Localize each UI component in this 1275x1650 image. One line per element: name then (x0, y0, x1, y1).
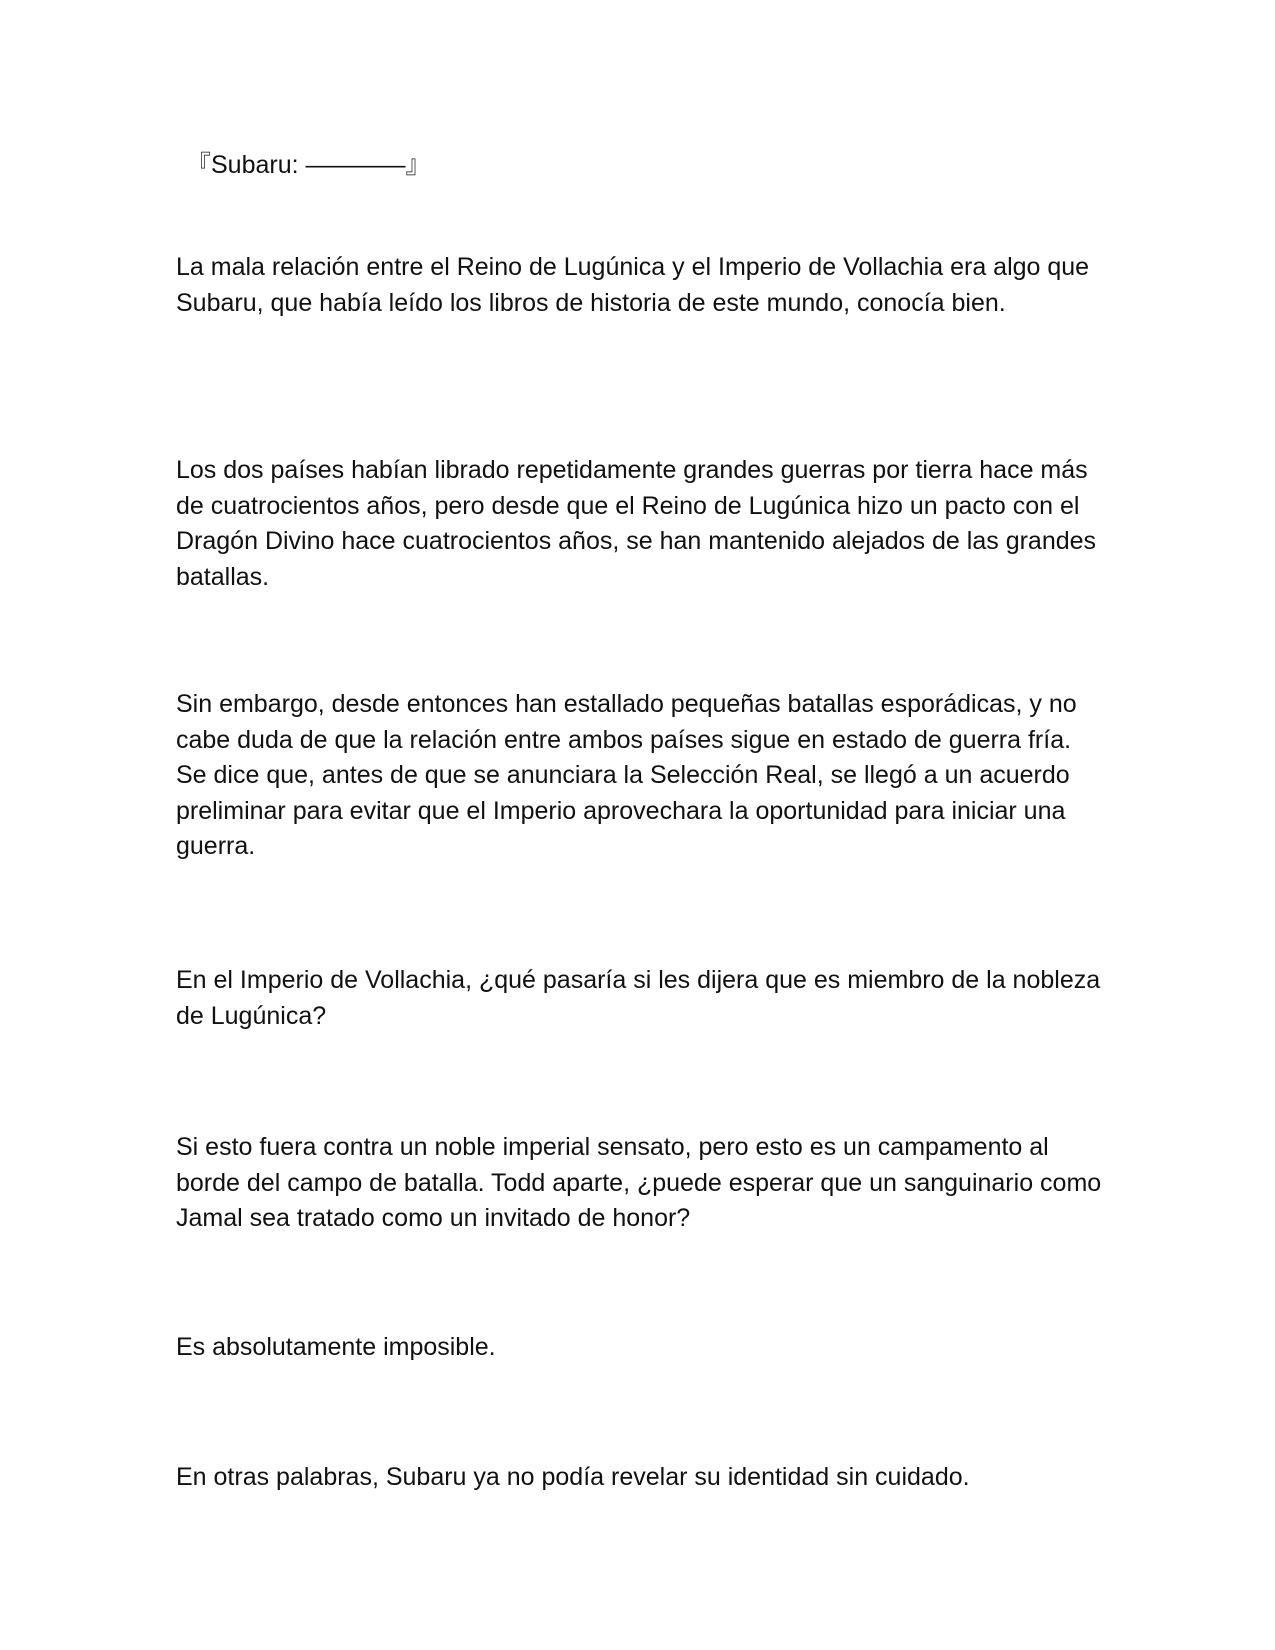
paragraph-impossible: Es absolutamente imposible. (176, 1333, 496, 1361)
paragraph-camp: Si esto fuera contra un noble imperial sensato, pero esto es un campamento al borde del campo de batalla. Todd aparte, ¿puede esperar que un sanguinario como Jamal sea tratado como un invitado de honor? (176, 1133, 1102, 1232)
paragraph-relationship: La mala relación entre el Reino de Lugúnica y el Imperio de Vollachia era algo que Subaru, que había leído los libros de historia de este mundo, conocía bien. (176, 253, 1090, 317)
paragraph-cold-war: Sin embargo, desde entonces han estallado pequeñas batallas esporádicas, y no cabe duda de que la relación entre ambos países sigue en estado de guerra fría. Se dice que, antes de que se anunciara la Selección Real, se llegó a un acuerdo preliminar para evitar que el Imperio aprovechara la oportunidad para iniciar una guerra. (176, 690, 1077, 860)
paragraph-conclusion: En otras palabras, Subaru ya no podía revelar su identidad sin cuidado. (176, 1463, 970, 1491)
paragraph-question: En el Imperio de Vollachia, ¿qué pasaría si les dijera que es miembro de la nobleza de Lugúnica? (176, 966, 1101, 1030)
paragraph-history: Los dos países habían librado repetidamente grandes guerras por tierra hace más de cuatrocientos años, pero desde que el Reino de Lugúnica hizo un pacto con el Dragón Divino hace cuatrocientos años, se han mantenido alejados de las grandes batallas. (176, 456, 1097, 591)
dialogue-line: 『Subaru: ————』 (186, 151, 431, 179)
